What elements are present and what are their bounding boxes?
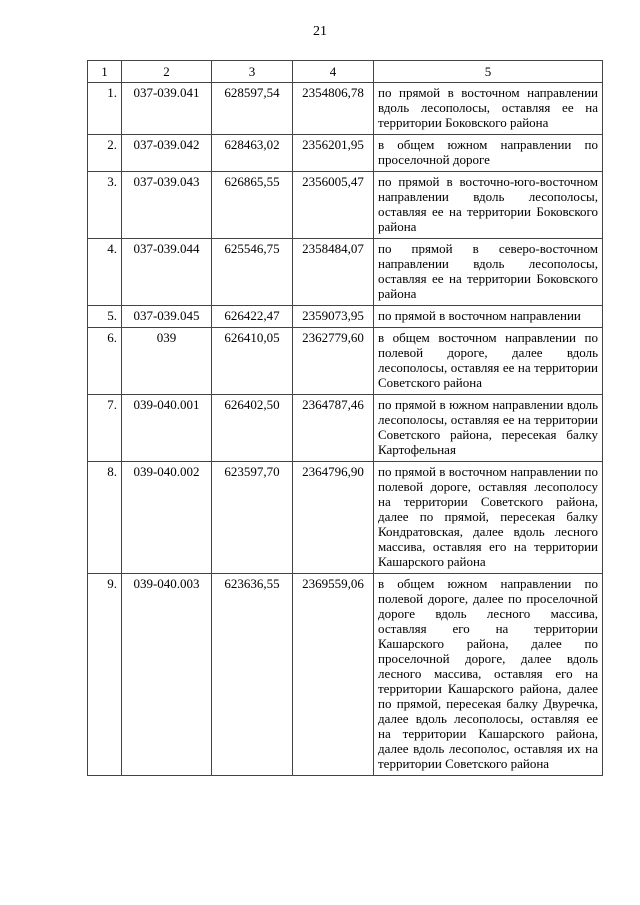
table-row <box>88 306 603 328</box>
table-row <box>88 395 603 462</box>
row-number: 3. <box>88 172 122 239</box>
row-number: 6. <box>88 328 122 395</box>
coordinate-y: 2354806,78 <box>293 83 374 135</box>
boundary-description: в общем южном направлении по полевой дороге, далее по проселочной дороге вдоль лесного массива, оставляя его на территории Кашарского района, далее по проселочной дороге, далее вдоль лесного массива, оставляя его на территории Кашарского района, далее по прямой, пересекая балку Двуречка, далее вдоль лесополосы, оставляя ее на территории Кашарского района, далее вдоль лесополос, оставляя их на территории Советского района <box>374 574 603 776</box>
header-row <box>88 61 603 83</box>
header-cell-3: 3 <box>212 61 293 83</box>
point-code: 037-039.044 <box>122 239 212 306</box>
header-cell-4: 4 <box>293 61 374 83</box>
point-code: 037-039.041 <box>122 83 212 135</box>
coordinate-x: 628597,54 <box>212 83 293 135</box>
boundary-table <box>87 60 603 776</box>
boundary-description: по прямой в восточном направлении по полевой дороге, оставляя лесополосу на территории Советского района, далее по прямой, пересекая балку Кондратовская, далее вдоль лесного массива, оставляя его на территории Кашарского района <box>374 462 603 574</box>
coordinate-x: 628463,02 <box>212 135 293 172</box>
coordinate-x: 625546,75 <box>212 239 293 306</box>
point-code: 037-039.043 <box>122 172 212 239</box>
table-row <box>88 462 603 574</box>
boundary-description: по прямой в южном направлении вдоль лесополосы, оставляя ее на территории Советского района, пересекая балку Картофельная <box>374 395 603 462</box>
table-row <box>88 574 603 776</box>
point-code: 039-040.002 <box>122 462 212 574</box>
coordinate-y: 2364787,46 <box>293 395 374 462</box>
header-cell-1: 1 <box>88 61 122 83</box>
row-number: 4. <box>88 239 122 306</box>
coordinate-y: 2356201,95 <box>293 135 374 172</box>
point-code: 039-040.003 <box>122 574 212 776</box>
row-number: 1. <box>88 83 122 135</box>
table-row <box>88 239 603 306</box>
coordinate-x: 626402,50 <box>212 395 293 462</box>
page-number: 21 <box>313 24 327 39</box>
table-row <box>88 172 603 239</box>
boundary-description: по прямой в северо-восточном направлении вдоль лесополосы, оставляя ее на территории Боковского района <box>374 239 603 306</box>
table-row <box>88 328 603 395</box>
point-code: 037-039.042 <box>122 135 212 172</box>
header-cell-2: 2 <box>122 61 212 83</box>
point-code: 039-040.001 <box>122 395 212 462</box>
coordinate-y: 2356005,47 <box>293 172 374 239</box>
boundary-description: по прямой в восточном направлении <box>374 306 603 328</box>
boundary-description: по прямой в восточно-юго-восточном направлении вдоль лесополосы, оставляя ее на территории Боковского района <box>374 172 603 239</box>
table-row <box>88 135 603 172</box>
coordinate-y: 2364796,90 <box>293 462 374 574</box>
boundary-description: в общем восточном направлении по полевой дороге, далее вдоль лесополосы, оставляя ее на территории Советского района <box>374 328 603 395</box>
boundary-description: по прямой в восточном направлении вдоль лесополосы, оставляя ее на территории Боковского района <box>374 83 603 135</box>
coordinate-x: 626410,05 <box>212 328 293 395</box>
point-code: 037-039.045 <box>122 306 212 328</box>
coordinate-y: 2359073,95 <box>293 306 374 328</box>
coordinate-y: 2369559,06 <box>293 574 374 776</box>
coordinate-x: 626865,55 <box>212 172 293 239</box>
coordinate-x: 626422,47 <box>212 306 293 328</box>
point-code: 039 <box>122 328 212 395</box>
boundary-description: в общем южном направлении по проселочной дороге <box>374 135 603 172</box>
row-number: 5. <box>88 306 122 328</box>
row-number: 8. <box>88 462 122 574</box>
table-row <box>88 83 603 135</box>
row-number: 7. <box>88 395 122 462</box>
row-number: 9. <box>88 574 122 776</box>
coordinate-x: 623636,55 <box>212 574 293 776</box>
row-number: 2. <box>88 135 122 172</box>
coordinate-y: 2362779,60 <box>293 328 374 395</box>
coordinate-y: 2358484,07 <box>293 239 374 306</box>
coordinate-x: 623597,70 <box>212 462 293 574</box>
header-cell-5: 5 <box>374 61 603 83</box>
